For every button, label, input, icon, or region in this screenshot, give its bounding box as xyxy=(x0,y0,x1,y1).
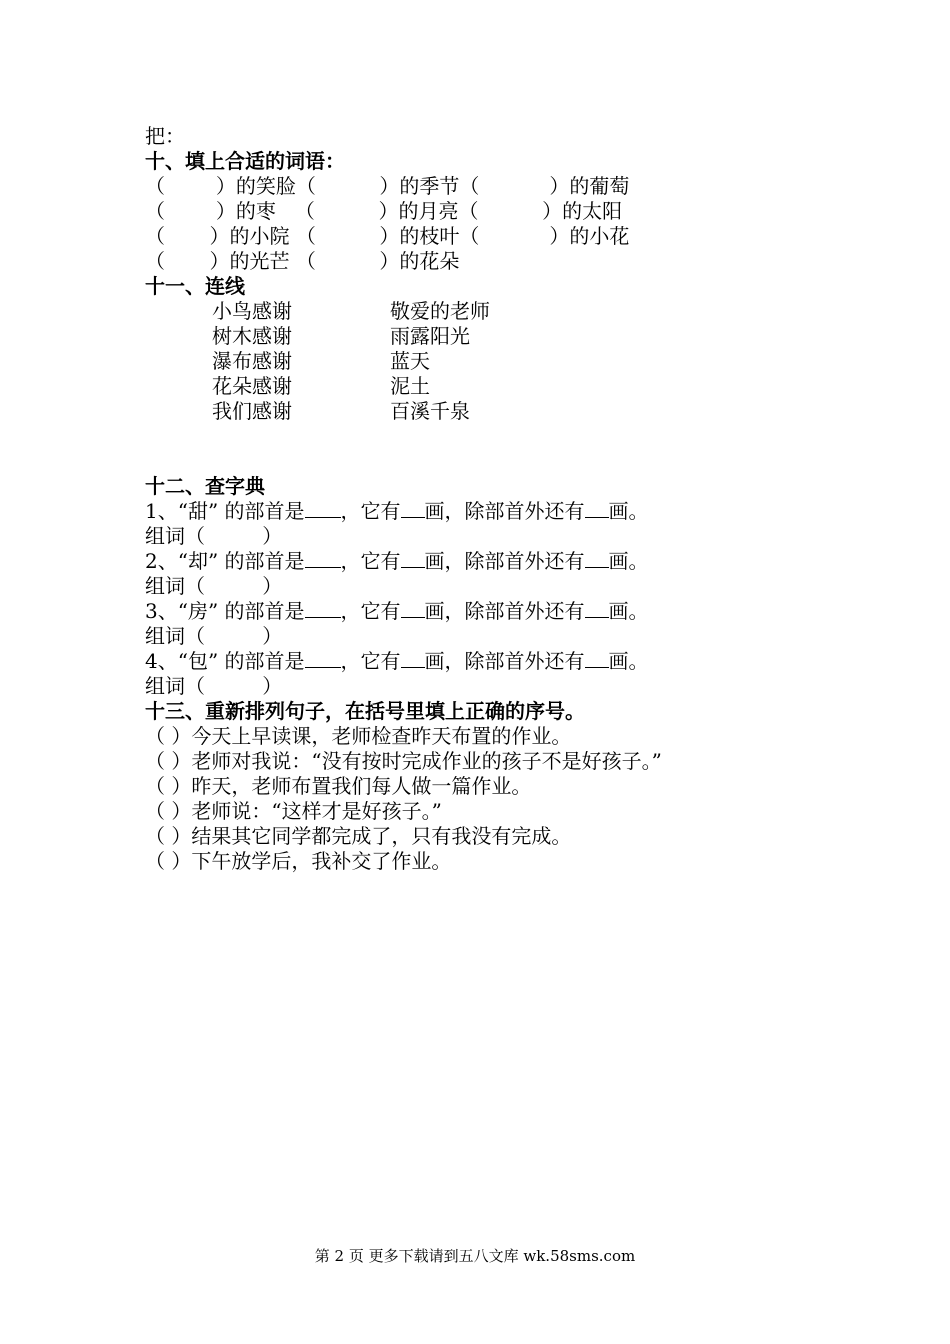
answer-blank xyxy=(305,649,341,668)
section-13-title: 十三、重新排列句子，在括号里填上正确的序号。 xyxy=(145,699,585,723)
page-footer: 第 2 页 更多下载请到五八文库 wk.58sms.com xyxy=(314,1247,636,1265)
intro-line: 把： xyxy=(145,124,185,148)
section-10-row: （ ）的笑脸（ ）的季节（ ）的葡萄 xyxy=(145,174,630,198)
match-right-item: 泥土 xyxy=(390,374,430,398)
sentence-item: （ ）今天上早读课，老师检查昨天布置的作业。 xyxy=(145,724,572,748)
section-10-title: 十、填上合适的词语： xyxy=(145,149,345,173)
answer-blank xyxy=(585,549,609,568)
match-left-item: 瀑布感谢 xyxy=(212,349,292,373)
match-right-item: 百溪千泉 xyxy=(390,399,470,423)
sentence-item: （ ）昨天，老师布置我们每人做一篇作业。 xyxy=(145,774,532,798)
answer-blank xyxy=(585,599,609,618)
match-left-item: 小鸟感谢 xyxy=(212,299,292,323)
word-group-line: 组词（ ） xyxy=(145,574,283,598)
answer-blank xyxy=(401,499,425,518)
word-group-line: 组词（ ） xyxy=(145,624,283,648)
match-right-item: 蓝天 xyxy=(390,349,430,373)
section-11-title: 十一、连线 xyxy=(145,274,245,298)
match-left-item: 树木感谢 xyxy=(212,324,292,348)
sentence-item: （ ）老师说：“这样才是好孩子。” xyxy=(145,799,442,823)
dictionary-question: 3、“房” 的部首是 ，它有 画，除部首外还有 画。 xyxy=(145,599,649,623)
sentence-item: （ ）老师对我说：“没有按时完成作业的孩子不是好孩子。” xyxy=(145,749,662,773)
answer-blank xyxy=(401,549,425,568)
word-group-line: 组词（ ） xyxy=(145,674,283,698)
match-left-item: 我们感谢 xyxy=(212,399,292,423)
answer-blank xyxy=(585,649,609,668)
answer-blank xyxy=(585,499,609,518)
section-12-title: 十二、查字典 xyxy=(145,474,265,498)
answer-blank xyxy=(305,499,341,518)
match-left-item: 花朵感谢 xyxy=(212,374,292,398)
word-group-line: 组词（ ） xyxy=(145,524,283,548)
dictionary-question: 2、“却” 的部首是 ，它有 画，除部首外还有 画。 xyxy=(145,549,649,573)
sentence-item: （ ）下午放学后，我补交了作业。 xyxy=(145,849,452,873)
section-10-row: （ ）的枣 （ ）的月亮（ ）的太阳 xyxy=(145,199,623,223)
dictionary-question: 1、“甜” 的部首是 ，它有 画，除部首外还有 画。 xyxy=(145,499,649,523)
sentence-item: （ ）结果其它同学都完成了，只有我没有完成。 xyxy=(145,824,572,848)
section-10-row: （ ）的小院 （ ）的枝叶（ ）的小花 xyxy=(145,224,630,248)
answer-blank xyxy=(305,599,341,618)
section-10-row: （ ）的光芒 （ ）的花朵 xyxy=(145,249,460,273)
answer-blank xyxy=(401,649,425,668)
match-right-item: 雨露阳光 xyxy=(390,324,470,348)
match-right-item: 敬爱的老师 xyxy=(390,299,490,323)
answer-blank xyxy=(305,549,341,568)
answer-blank xyxy=(401,599,425,618)
dictionary-question: 4、“包” 的部首是 ，它有 画，除部首外还有 画。 xyxy=(145,649,649,673)
